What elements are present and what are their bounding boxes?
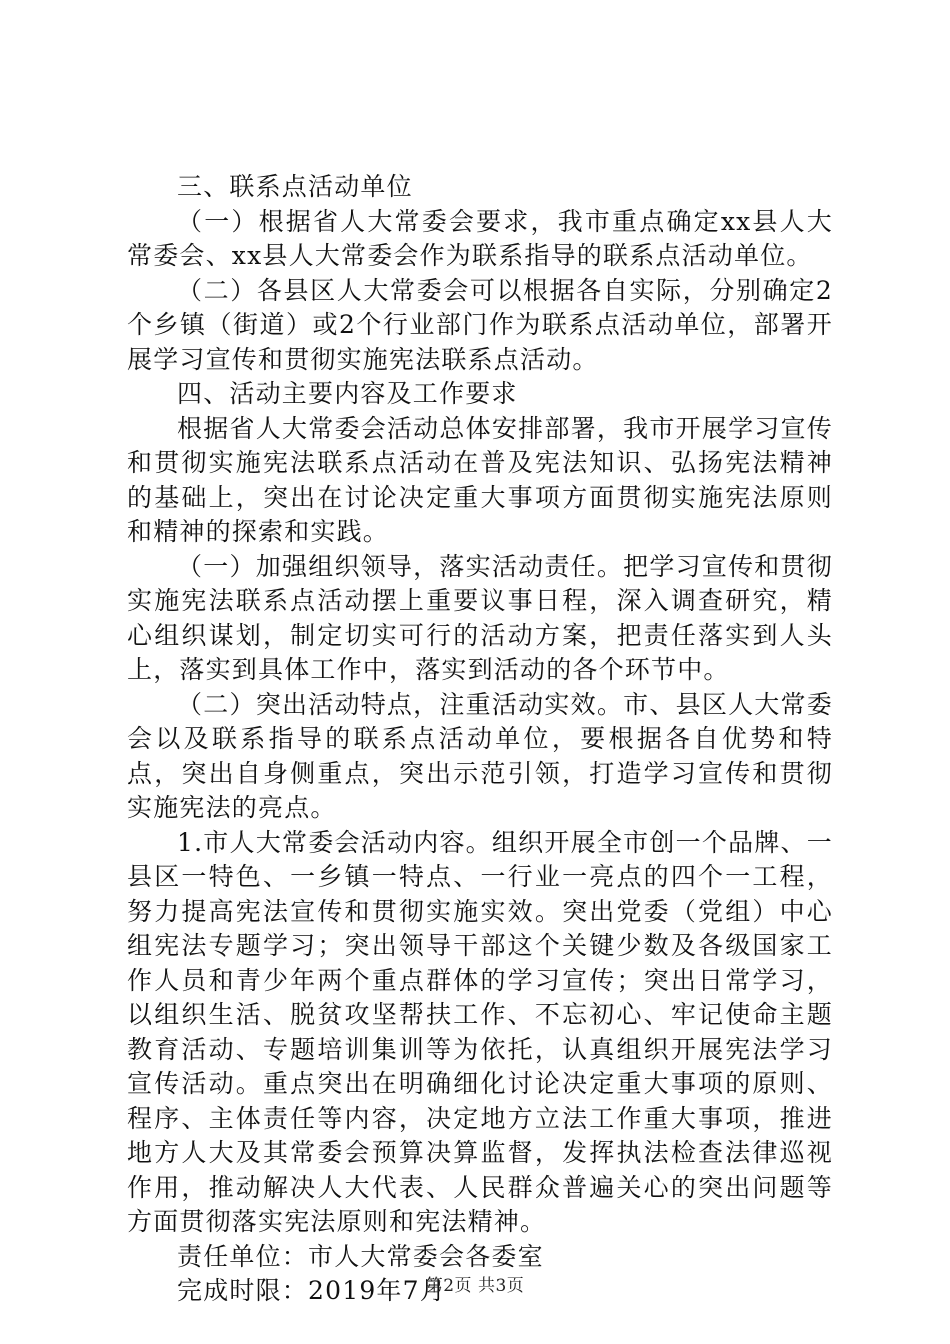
deadline-line: 完成时限：2019年7月	[177, 1276, 446, 1305]
paragraph-main-content-intro: 根据省人大常委会活动总体安排部署，我市开展学习宣传和贯彻实施宪法联系点活动在普及宪法知识、弘扬宪法精神的基础上，突出在讨论决定重大事项方面贯彻实施宪法原则和精神的探索和实践。	[127, 413, 833, 546]
section-heading-main-content: 四、活动主要内容及工作要求	[177, 379, 518, 408]
paragraph-organization-leadership: （一）加强组织领导，落实活动责任。把学习宣传和贯彻实施宪法联系点活动摆上重要议事日程，深入调查研究，精心组织谋划，制定切实可行的活动方案，把责任落实到人头上，落实到具体工作中，落实到活动的各个环节中。	[127, 551, 833, 684]
section-heading-contact-units: 三、联系点活动单位	[177, 172, 413, 201]
paragraph-contact-units-2: （二）各县区人大常委会可以根据各自实际，分别确定2个乡镇（街道）或2个行业部门作为联系点活动单位，部署开展学习宣传和贯彻实施宪法联系点活动。	[127, 275, 833, 374]
responsible-unit-line: 责任单位：市人大常委会各委室	[177, 1241, 544, 1271]
document-body	[127, 170, 833, 1309]
paragraph-city-activity-content: 1.市人大常委会活动内容。组织开展全市创一个品牌、一县区一特色、一乡镇一特点、一行业一亮点的四个一工程，努力提高宪法宣传和贯彻实施实效。突出党委（党组）中心组宪法专题学习；突出领导干部这个关键少数及各级国家工作人员和青少年两个重点群体的学习宣传；突出日常学习，以组织生活、脱贫攻坚帮扶工作、不忘初心、牢记使命主题教育活动、专题培训集训等为依托，认真组织开展宪法学习宣传活动。重点突出在明确细化讨论决定重大事项的原则、程序、主体责任等内容，决定地方立法工作重大事项，推进地方人大及其常委会预算决算监督，发挥执法检查法律巡视作用，推动解决人大代表、人民群众普遍关心的突出问题等方面贯彻落实宪法原则和宪法精神。	[127, 827, 833, 1236]
page-number-footer: 第2页 共3页	[425, 1276, 525, 1296]
paragraph-contact-units-1: （一）根据省人大常委会要求，我市重点确定xx县人大常委会、xx县人大常委会作为联系指导的联系点活动单位。	[127, 206, 833, 270]
paragraph-activity-features: （二）突出活动特点，注重活动实效。市、县区人大常委会以及联系指导的联系点活动单位，要根据各自优势和特点，突出自身侧重点，突出示范引领，打造学习宣传和贯彻实施宪法的亮点。	[127, 689, 833, 822]
